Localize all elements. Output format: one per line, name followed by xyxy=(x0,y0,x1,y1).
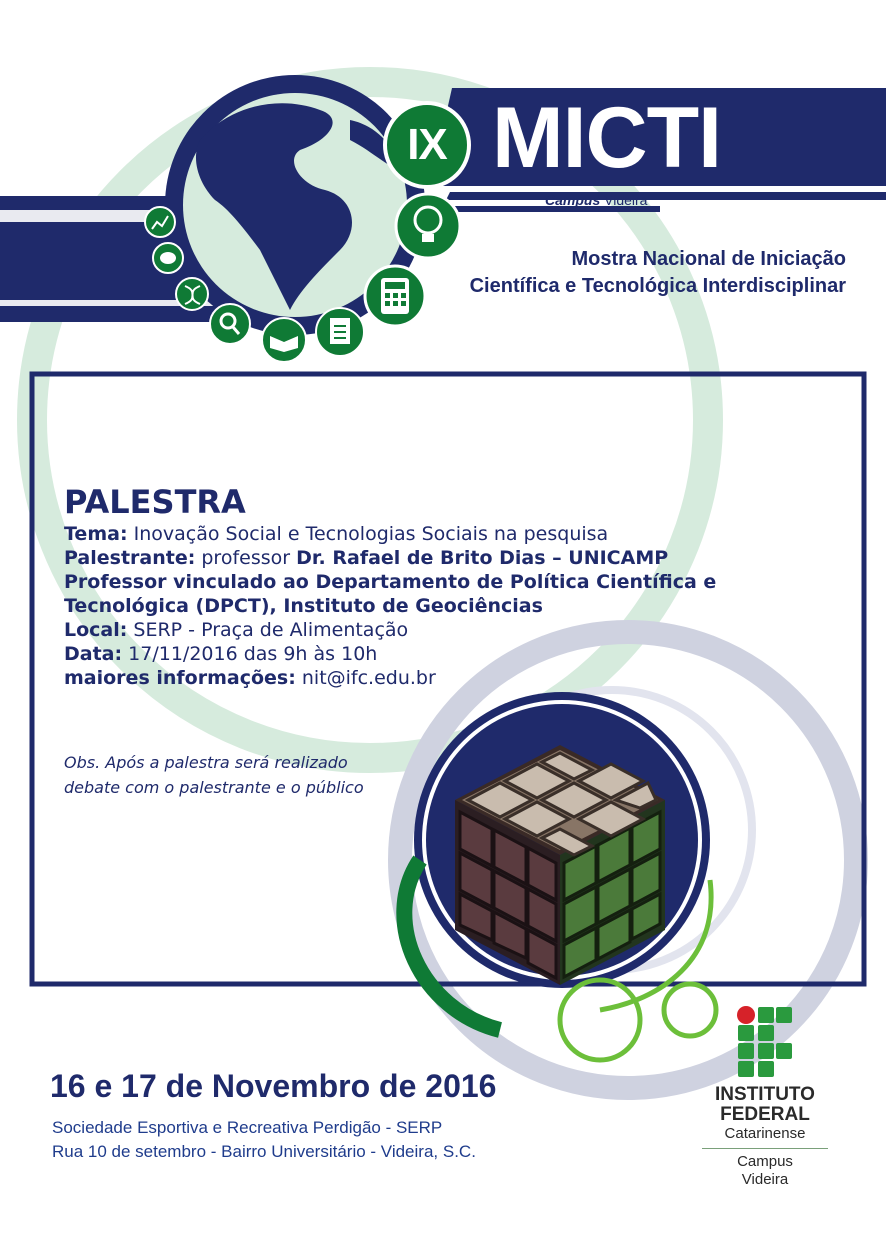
subtitle-line-2: Científica e Tecnológica Interdisciplinar xyxy=(469,275,846,297)
local-value: SERP - Praça de Alimentação xyxy=(133,619,409,641)
document-icon xyxy=(316,308,364,356)
icon-orbit xyxy=(0,0,886,400)
talk-heading: PALESTRA xyxy=(64,483,246,521)
info-line xyxy=(64,666,764,690)
info-label: maiores informações: xyxy=(64,667,296,689)
tema-label: Tema: xyxy=(64,523,128,545)
chart-icon xyxy=(145,207,175,237)
event-address xyxy=(52,1116,476,1164)
subtitle-line-1: Mostra Nacional de Iniciação xyxy=(571,248,846,270)
vinculo-line-1 xyxy=(64,570,764,594)
local-label: Local: xyxy=(64,619,128,641)
vinculo-text-2: Tecnológica (DPCT), Instituto de Geociências xyxy=(64,595,543,617)
data-line xyxy=(64,642,764,666)
palette-icon xyxy=(153,243,183,273)
institution-logo-icon xyxy=(736,1005,796,1077)
lightbulb-icon xyxy=(396,194,460,258)
palestrante-name: Dr. Rafael de Brito Dias – UNICAMP xyxy=(296,547,669,569)
info-email: nit@ifc.edu.br xyxy=(301,667,436,689)
data-value: 17/11/2016 das 9h às 10h xyxy=(128,643,378,665)
calculator-icon xyxy=(365,266,425,326)
institution-divider xyxy=(702,1148,828,1149)
address-line-1: Sociedade Esportiva e Recreativa Perdigão - SERP xyxy=(52,1118,443,1137)
light-green-loop xyxy=(560,980,640,1060)
local-line xyxy=(64,618,764,642)
institution-campus xyxy=(702,1153,828,1189)
palestrante-line xyxy=(64,546,764,570)
edition-badge: IX xyxy=(383,101,471,189)
palestrante-prefix: professor xyxy=(201,547,291,569)
institution-line-1: INSTITUTO xyxy=(715,1084,815,1105)
tema-line xyxy=(64,522,764,546)
tema-value: Inovação Social e Tecnologias Sociais na pesquisa xyxy=(133,523,609,545)
campus-label: Campus xyxy=(545,192,601,208)
palestrante-label: Palestrante: xyxy=(64,547,196,569)
talk-details xyxy=(64,484,764,690)
institution-campus-1: Campus xyxy=(737,1153,793,1170)
campus-tag xyxy=(545,192,647,208)
vinculo-line-2 xyxy=(64,594,764,618)
data-label: Data: xyxy=(64,643,123,665)
institution-line-2: FEDERAL xyxy=(720,1104,810,1125)
event-title: MICTI xyxy=(492,90,722,186)
institution-campus-2: Videira xyxy=(741,1171,789,1188)
institution-line-3: Catarinense xyxy=(724,1125,806,1142)
observation-note: Obs. Após a palestra será realizado debate com o palestrante e o público xyxy=(64,753,364,797)
campus-name: Videira xyxy=(604,192,648,208)
event-subtitle xyxy=(452,246,846,300)
book-icon xyxy=(262,318,306,362)
address-line-2: Rua 10 de setembro - Bairro Universitário - Videira, S.C. xyxy=(52,1142,476,1161)
vinculo-text-1: Professor vinculado ao Departamento de Política Científica e xyxy=(64,571,717,593)
dna-icon xyxy=(176,278,208,310)
magnifier-icon xyxy=(210,304,250,344)
event-dates: 16 e 17 de Novembro de 2016 xyxy=(50,1068,497,1104)
institution-name xyxy=(702,1085,828,1143)
